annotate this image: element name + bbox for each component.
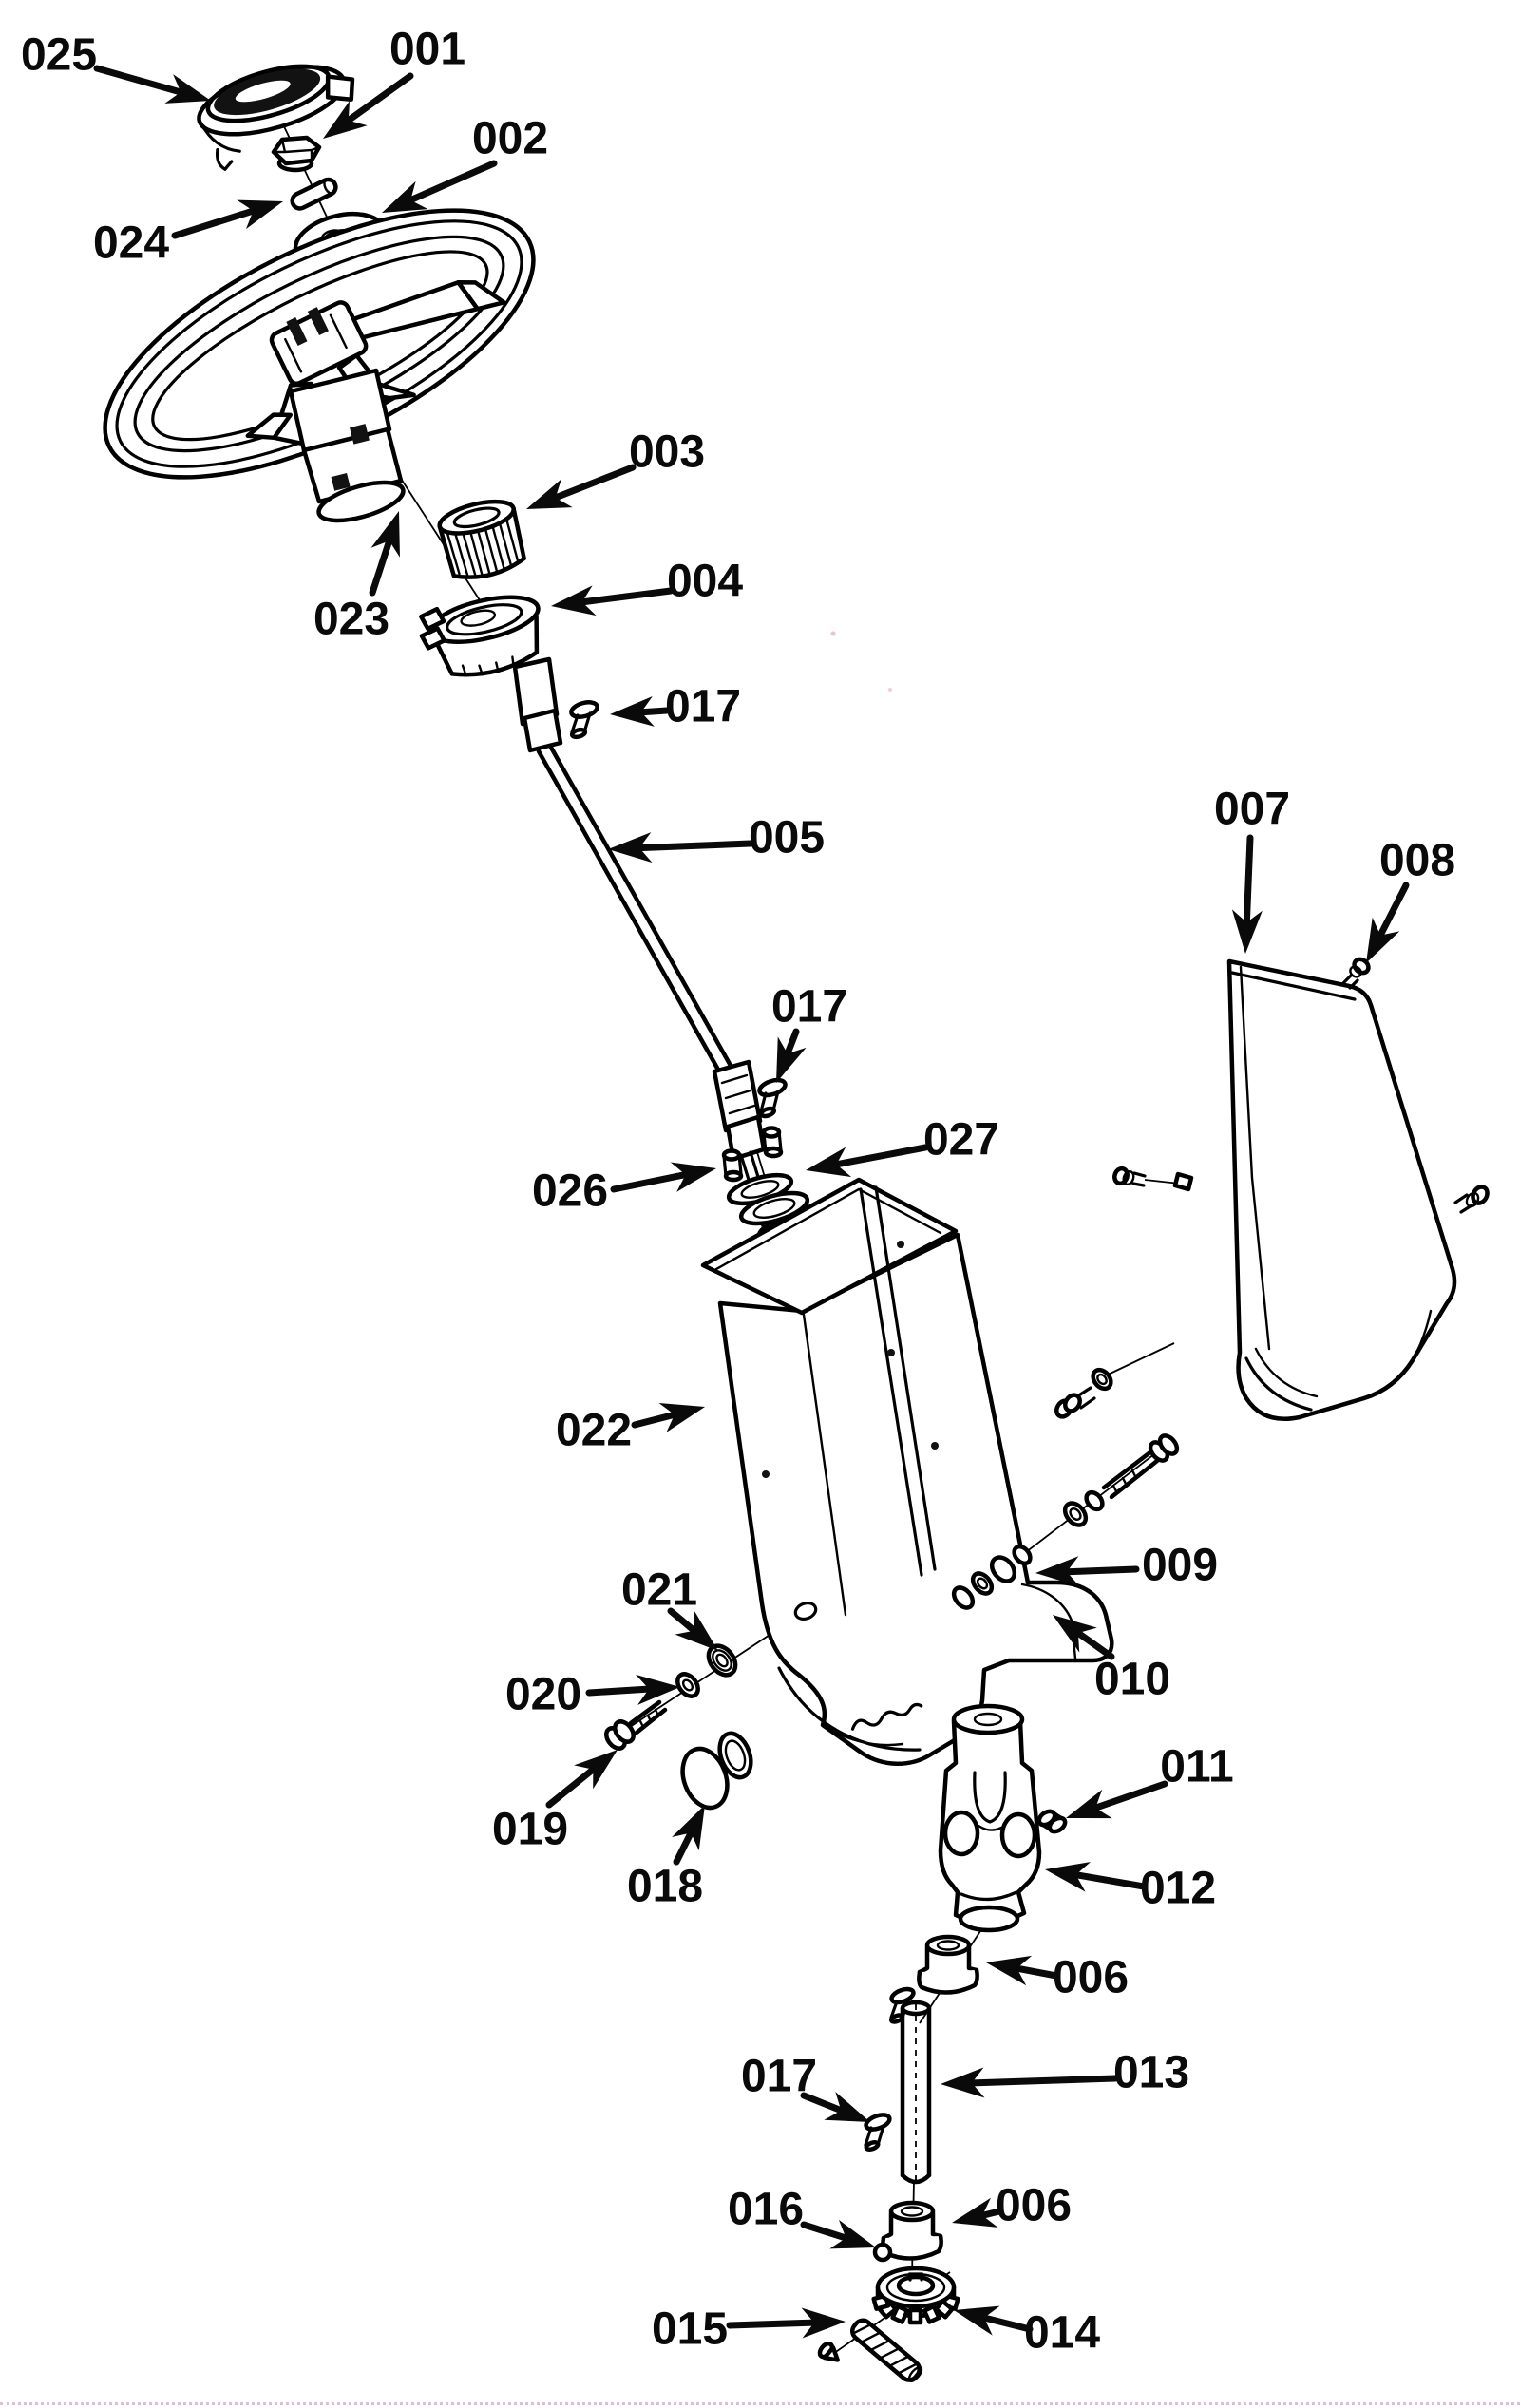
callout-leader-line [730,2323,817,2325]
part-label-024: 024 [92,218,170,269]
retaining-pin-017a [570,700,599,739]
callout-leader-line [1014,1968,1056,1976]
callout-017-c [741,2052,876,2136]
part-label-007: 007 [1213,784,1291,835]
callout-027 [803,1115,999,1185]
callout-006-a [983,1947,1129,2002]
callout-arrowhead [948,2198,998,2238]
stud-026 [724,1151,741,1181]
part-label-026: 026 [531,1166,609,1217]
callout-leader-line [589,1689,652,1693]
callout-016 [728,2185,881,2263]
universal-joint [940,1706,1039,1930]
spline-coupler [437,496,528,585]
bushing-006a [919,1937,977,1993]
dust-plug-018 [674,1729,756,1813]
part-label-016: 016 [727,2184,805,2235]
part-label-018: 018 [626,1861,704,1912]
part-label-002: 002 [471,113,549,164]
callout-014 [950,2295,1100,2358]
mount-bolt-019 [602,1702,665,1752]
callout-leader-line [969,2078,1115,2083]
callout-017-b [762,982,847,1089]
centerlines [275,106,1180,2356]
callout-leader-line [636,844,750,848]
part-label-022: 022 [555,1405,633,1456]
callout-008 [1353,836,1455,971]
part-label-012: 012 [1139,1863,1217,1914]
callout-021 [621,1565,728,1663]
part-label-009: 009 [1141,1540,1219,1591]
callout-017-a [609,682,741,732]
callout-arrowhead [829,2220,881,2262]
callout-arrowhead [1061,1790,1112,1832]
callout-arrowhead [521,479,573,523]
callout-003 [521,427,705,523]
part-label-020: 020 [504,1669,582,1720]
part-label-027: 027 [922,1114,1000,1166]
callout-leader-line [833,1147,925,1165]
callout-018 [627,1798,718,1912]
part-label-006-b: 006 [995,2180,1073,2231]
part-label-019: 019 [491,1804,569,1855]
set-screw-011 [1036,1809,1068,1834]
part-label-013: 013 [1112,2047,1190,2098]
callout-011 [1061,1742,1234,1833]
callout-leader-line [549,1768,596,1805]
lower-shaft [902,2002,929,2185]
callout-015 [652,2304,846,2355]
part-label-017-b: 017 [770,981,848,1033]
callout-leader-line [981,2317,1030,2329]
column-housing [703,1180,1112,1764]
callout-leader-line [97,68,183,93]
retaining-pin-017b [758,1077,788,1117]
part-label-003: 003 [628,427,706,478]
callout-arrowhead [237,187,288,229]
side-cover [1175,961,1454,1419]
callout-leader-line [372,539,390,593]
part-label-015: 015 [651,2304,729,2355]
scan-bottom-edge [0,2402,1520,2405]
retaining-pin-017c [864,2112,892,2151]
cover-screw-bottom-left [1054,1366,1114,1419]
callout-leader-line [638,711,667,712]
part-label-011: 011 [1160,1741,1234,1792]
callout-025 [21,30,215,116]
scan-speck [831,632,836,636]
callout-leader-line [1074,1874,1144,1887]
part-label-001: 001 [389,24,466,75]
part-label-017-a: 017 [664,681,742,732]
callout-leader-line [1064,1569,1136,1572]
scan-speck [888,688,892,692]
callout-leader-line [553,467,633,499]
part-label-023: 023 [313,594,390,645]
callout-004 [549,557,743,621]
roll-pin [817,2317,924,2384]
callout-005 [607,813,825,864]
part-label-005: 005 [748,812,826,863]
callout-leader-line [408,163,494,201]
stud-027 [764,1128,781,1157]
part-label-025: 025 [20,29,98,81]
callout-leader-line [346,76,410,123]
callout-leader-line [614,1174,689,1189]
callout-007 [1214,785,1290,955]
callout-023 [314,506,413,644]
callout-024 [93,187,288,269]
lock-nut [274,138,319,170]
callout-006-b [948,2181,1072,2238]
callout-arrowhead [671,1153,719,1192]
callout-leader-line [1246,838,1250,925]
part-label-017-c: 017 [740,2051,818,2102]
callout-022 [556,1393,709,1456]
callout-leader-line [1092,1784,1165,1809]
cover-screw-right [1455,1185,1491,1212]
callout-020 [505,1670,681,1720]
callout-arrowhead [658,1393,709,1432]
callout-026 [532,1153,719,1216]
spacer-pin [290,177,338,211]
callout-013 [940,2048,1189,2099]
callout-leader-line [175,210,256,236]
callout-019 [492,1738,627,1855]
cover-screw-left [1112,1166,1145,1185]
callout-leader-line [580,591,671,602]
callout-leader-line [1379,885,1406,938]
part-label-008: 008 [1378,835,1456,886]
part-label-021: 021 [620,1564,698,1616]
steel-ball [875,2245,890,2260]
pinion-gear [874,2268,959,2323]
part-label-004: 004 [666,556,744,607]
part-label-010: 010 [1093,1654,1171,1705]
part-label-006-a: 006 [1052,1952,1130,2003]
part-label-014: 014 [1023,2307,1101,2359]
callout-012 [1042,1854,1216,1913]
